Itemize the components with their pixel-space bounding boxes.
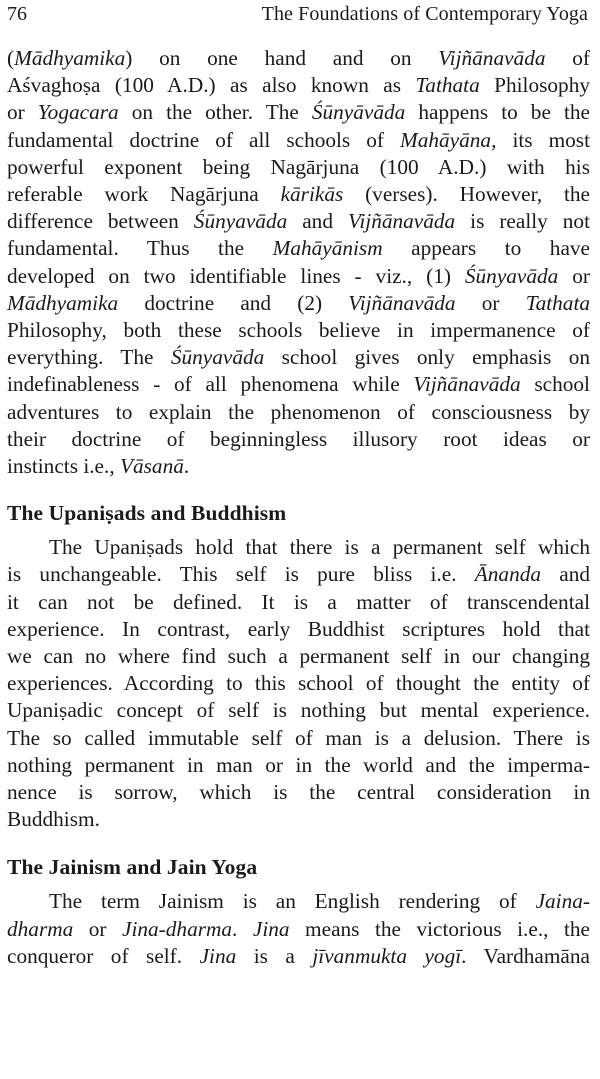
page-number: 76	[7, 3, 27, 25]
text-line: adventures to explain the phenomenon of consciousness by	[7, 399, 590, 424]
text-line: powerful exponent being Nagārjuna (100 A.D.) with his	[7, 154, 590, 179]
text-line: fundamental. Thus the Mahāyānism appears to have	[7, 236, 590, 261]
paragraph-jainism	[7, 888, 590, 970]
text-line: fundamental doctrine of all schools of Mahāyāna, its most	[7, 127, 590, 152]
italic-term: Mādhyamika	[14, 46, 126, 70]
text-line: nothing permanent in man or in the world and the imperma-	[7, 752, 590, 777]
italic-term: Vijñānavāda	[413, 372, 521, 397]
text-line: indefinableness - of all phenomena while Vijñānavāda school	[7, 372, 590, 397]
italic-term: Ānanda	[474, 562, 542, 587]
text-line: everything. The Śūnyavāda school gives only emphasis on	[7, 345, 590, 370]
italic-term: Mādhyamika	[7, 290, 119, 315]
text-line: experiences. According to this school of thought the entity of	[7, 671, 590, 696]
italic-term: Śūnyavāda	[193, 209, 288, 234]
text-line: nence is sorrow, which is the central consideration in	[7, 780, 590, 805]
text-line: (Mādhyamika) on one hand and on Vijñānavāda of	[7, 46, 590, 70]
italic-term: Vijñānavāda	[438, 46, 546, 70]
italic-term: Tathata	[415, 73, 480, 98]
text-line: The so called immutable self of man is a delusion. There is	[7, 725, 590, 750]
text-line: it can not be defined. It is a matter of transcendental	[7, 589, 590, 614]
text-line: conqueror of self. Jina is a jīvanmukta yogī. Vardhamāna	[7, 943, 590, 968]
paragraph-upanisads-buddhism	[7, 534, 590, 833]
text-line: dharma or Jina-dharma. Jina means the victorious i.e., the	[7, 916, 590, 941]
italic-term: Vijñānavāda	[348, 290, 456, 315]
text-line: or Yogacara on the other. The Śūnyāvāda happens to be the	[7, 100, 590, 125]
italic-term: Jina	[199, 943, 237, 968]
italic-term: Jina	[252, 916, 290, 941]
italic-term: Vāsanā	[119, 454, 184, 479]
running-title: The Foundations of Contemporary Yoga	[261, 3, 588, 25]
italic-term: Yogacara	[37, 100, 119, 125]
text-line: The Upaniṣads hold that there is a permanent self which	[49, 535, 590, 560]
text-line: is unchangeable. This self is pure bliss i.e. Ānanda and	[7, 562, 591, 587]
text-line: experience. In contrast, early Buddhist scriptures hold that	[7, 616, 590, 641]
text-line: referable work Nagārjuna kārikās (verses). However, the	[7, 182, 590, 207]
text-line: Aśvaghoṣa (100 A.D.) as also known as Tathata Philosophy	[7, 73, 590, 98]
italic-term: Śūnyavāda	[464, 263, 559, 288]
italic-term: Mahāyāna	[400, 127, 492, 152]
text-line: their doctrine of beginningless illusory root ideas or	[7, 426, 590, 451]
text-line: Mādhyamika doctrine and (2) Vijñānavāda or Tathata	[7, 290, 591, 315]
section-heading-upanisads: The Upaniṣads and Buddhism	[7, 501, 287, 526]
italic-term: Vijñānavāda	[347, 209, 456, 234]
italic-term: Jina-dharma	[122, 916, 233, 941]
italic-term: dharma	[7, 916, 74, 941]
text-line: we can no where find such a permanent self in our changing	[7, 644, 590, 669]
italic-term: jīvanmukta yogī	[312, 943, 462, 968]
italic-term: Mahāyānism	[272, 236, 383, 261]
text-line: Philosophy, both these schools believe in impermanence of	[7, 318, 590, 343]
italic-term: kārikās	[280, 182, 344, 207]
text-line: difference between Śūnyavāda and Vijñānavāda is really not	[7, 209, 590, 234]
text-line: instincts i.e., Vāsanā.	[7, 454, 190, 479]
italic-term: Jaina-	[535, 889, 590, 914]
text-line: developed on two identifiable lines - viz., (1) Śūnyavāda or	[7, 263, 590, 288]
italic-term: Tathata	[525, 290, 591, 315]
section-heading-jainism: The Jainism and Jain Yoga	[7, 855, 258, 880]
running-header	[7, 0, 590, 34]
text-line: Upaniṣadic concept of self is nothing but mental experience.	[7, 698, 590, 723]
text-line: The term Jainism is an English rendering of Jaina-	[49, 889, 590, 914]
text-line: Buddhism.	[7, 807, 100, 832]
italic-term: Śūnyāvāda	[311, 100, 406, 125]
italic-term: Śūnyavāda	[170, 345, 265, 370]
paragraph-mahayana-schools	[7, 45, 590, 480]
